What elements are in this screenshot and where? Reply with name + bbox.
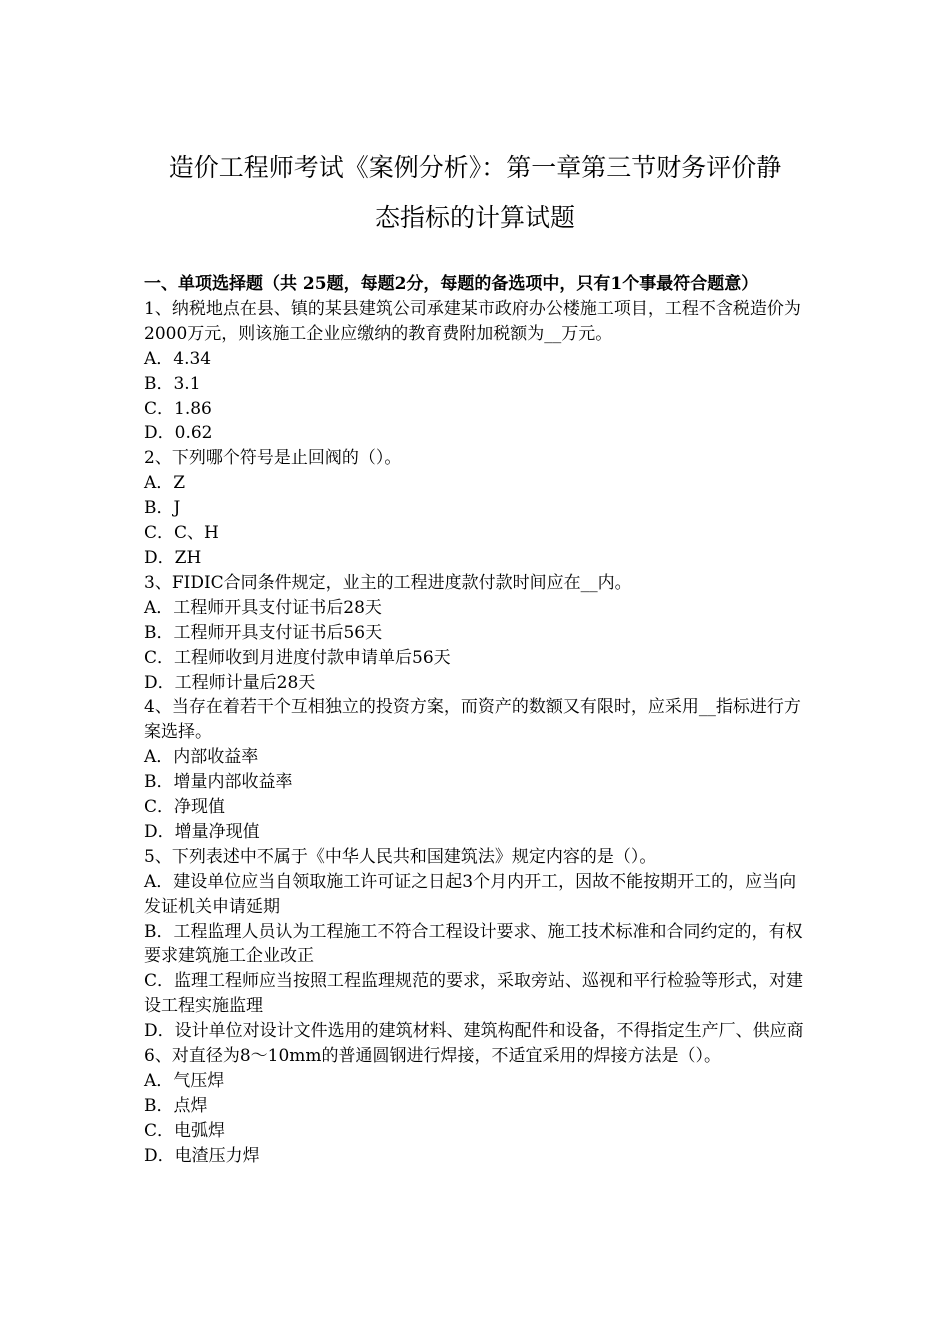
option-b: B．J: [144, 498, 181, 519]
question-4: [144, 695, 808, 844]
question-3: [144, 571, 808, 696]
option-d: D．0.62: [144, 423, 213, 444]
section-heading: 一、单项选择题（共 25题，每题2分，每题的备选项中，只有1个事最符合题意）: [144, 274, 759, 294]
option-a: A．4.34: [144, 348, 212, 369]
question-stem: 3、FIDIC合同条件规定，业主的工程进度款付款时间应在__内。: [144, 572, 632, 593]
question-stem: 4、当存在着若干个互相独立的投资方案，而资产的数额又有限时，应采用__指标进行方案选择。: [144, 697, 801, 743]
question-5: [144, 845, 808, 1044]
option-d: D．ZH: [144, 547, 202, 568]
question-stem: 1、纳税地点在县、镇的某县建筑公司承建某市政府办公楼施工项目，工程不含税造价为 2000万元，则该施工企业应缴纳的教育费附加税额为__万元。: [144, 298, 801, 344]
question-6: [144, 1044, 808, 1169]
option-d: D．电渣压力焊: [144, 1145, 260, 1166]
option-c: C．监理工程师应当按照工程监理规范的要求，采取旁站、巡视和平行检验等形式，对建设工程实施监理: [144, 971, 804, 1017]
option-b: B．工程监理人员认为工程施工不符合工程设计要求、施工技术标准和合同约定的，有权要求建筑施工企业改正: [144, 921, 803, 967]
document-body: [144, 272, 808, 1169]
option-d: D．工程师计量后28天: [144, 672, 316, 693]
option-c: C．C、H: [144, 523, 219, 544]
option-a: A．内部收益率: [144, 747, 259, 768]
question-stem: 5、下列表述中不属于《中华人民共和国建筑法》规定内容的是（）。: [144, 846, 657, 867]
option-a: A．Z: [144, 473, 186, 494]
option-a: A．气压焊: [144, 1071, 225, 1091]
option-c: C．电弧焊: [144, 1120, 226, 1141]
document-title: [120, 143, 830, 243]
option-b: B．增量内部收益率: [144, 772, 293, 793]
question-stem: 6、对直径为8～10mm的普通圆钢进行焊接，不适宜采用的焊接方法是（）。: [144, 1046, 722, 1067]
option-c: C．工程师收到月进度付款申请单后56天: [144, 647, 451, 668]
question-2: [144, 446, 808, 571]
option-c: C．1.86: [144, 398, 212, 419]
question-1: [144, 297, 808, 446]
option-a: A．工程师开具支付证书后28天: [144, 597, 382, 618]
title-line-2: 态指标的计算试题: [374, 203, 575, 232]
option-c: C．净现值: [144, 797, 226, 818]
title-line-1: 造价工程师考试《案例分析》：第一章第三节财务评价静: [168, 153, 782, 182]
option-b: B．3.1: [144, 373, 201, 394]
option-b: B．点焊: [144, 1095, 208, 1116]
question-stem: 2、下列哪个符号是止回阀的（）。: [144, 448, 402, 469]
option-d: D．增量净现值: [144, 821, 260, 842]
option-d: D．设计单位对设计文件选用的建筑材料、建筑构配件和设备，不得指定生产厂、供应商: [144, 1021, 804, 1042]
option-a: A．建设单位应当自领取施工许可证之日起3个月内开工，因故不能按期开工的，应当向发证机关申请延期: [144, 871, 797, 917]
option-b: B．工程师开具支付证书后56天: [144, 622, 383, 643]
